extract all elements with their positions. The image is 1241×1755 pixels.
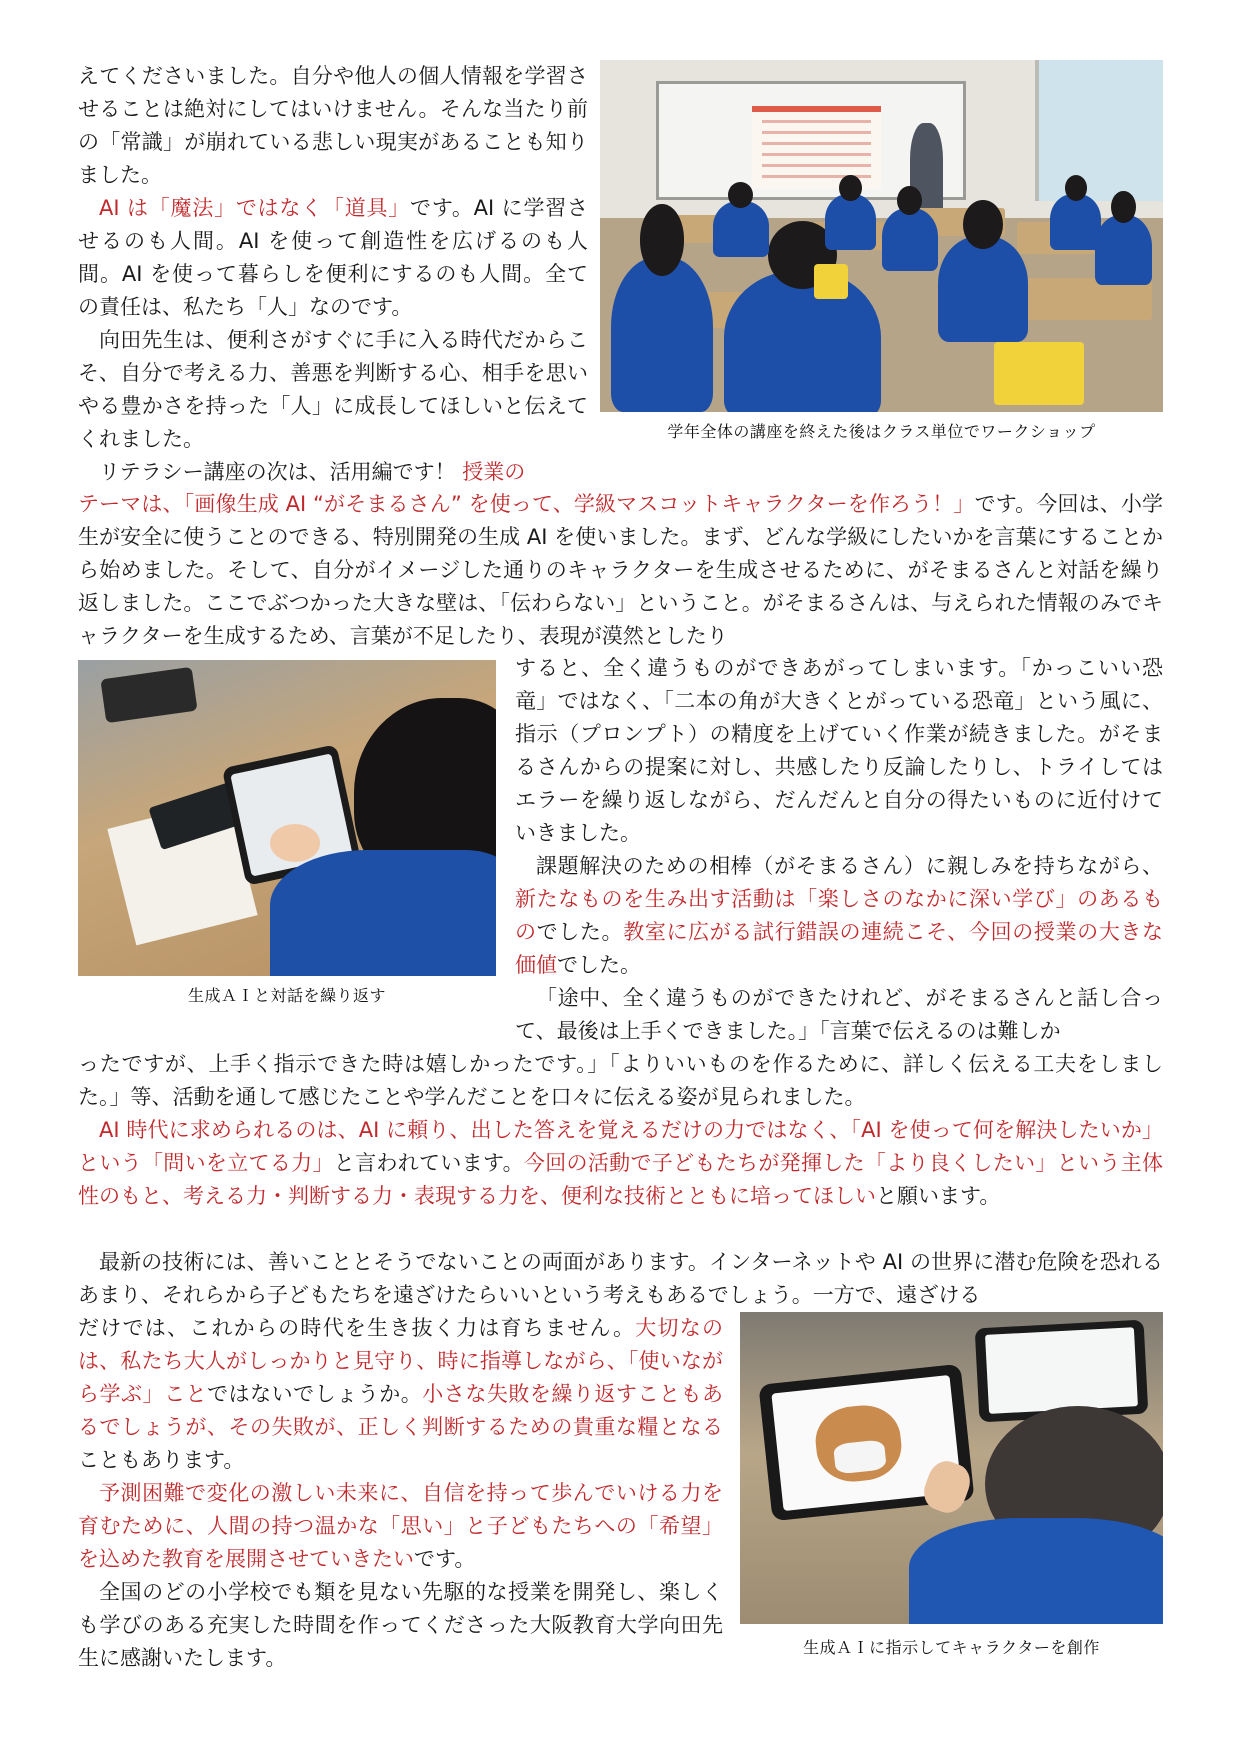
paragraph-10 [78, 1576, 723, 1675]
classroom-workshop-photo [600, 60, 1163, 412]
photo-3-caption: 生成ＡＩに指示してキャラクターを創作 [803, 1638, 1100, 1657]
emphasis-text: 大切なのは、私たち大人がしっかりと見守り、時に指導しながら、「使いながら学ぶ」こと [78, 1316, 724, 1406]
body-text: 課題解決のための相棒（がそまるさん）に親しみを持ちながら、 [536, 854, 1163, 878]
emphasis-text: 新たなものを生み出す活動は「楽しさのなかに深い学び」のあるもの [515, 887, 1163, 944]
paragraph-3 [78, 324, 588, 456]
body-text: と願います。 [876, 1184, 1001, 1208]
paragraph-6-continued [78, 1048, 1163, 1114]
emphasis-text: 予測困難で変化の激しい未来に、自信を持って歩んでいける力を育むために、人間の持つ温かな「思い」と子どもたちへの「希望」を込めた教育を展開させていきたい [78, 1481, 723, 1571]
emphasis-text: 小さな失敗を繰り返すこともあるでしょうが、その失敗が、正しく判断するための貴重な糧となる [78, 1382, 724, 1439]
body-text: 向田先生は、便利さがすぐに手に入る時代だからこそ、自分で考える力、善悪を判断する心、相手を思いやる豊かさを持った「人」に成長してほしいと伝えてくれました。 [78, 328, 588, 451]
body-text: だけでは、これからの時代を生き抜く力は育ちません。 [78, 1316, 636, 1340]
paragraph-4-lead [78, 456, 588, 489]
emphasis-text: 授業の [462, 460, 526, 484]
body-text: です。今回は、小学生が安全に使うことのできる、特別開発の生成 AI を使いました。まず、どんな学級にしたいかを言葉にすることから始めました。そして、自分がイメージした通りのキャラクターを生成させるために、がそまるさんと対話を繰り返しました。ここでぶつかった大きな壁は、「伝わらない」ということ。がそまるさんは、与えられた情報のみでキャラクターを生成するため、言葉が不足したり、表現が漠然としたり [78, 492, 1163, 648]
paragraph-5 [515, 850, 1163, 982]
body-text: えてくださいました。自分や他人の個人情報を学習させることは絶対にしてはいけません。そんな当たり前の「常識」が崩れている悲しい現実があることも知りました。 [78, 64, 588, 187]
paragraph-8-continued [78, 1312, 723, 1477]
body-text: こともあります。 [78, 1448, 245, 1472]
paragraph-4-continued [515, 652, 1163, 850]
emphasis-text: 教室に広がる試行錯誤の連続こそ、今回の授業の大きな価値 [515, 920, 1164, 977]
body-text: リテラシー講座の次は、活用編です！ [99, 460, 463, 484]
emphasis-text: 今回の活動で子どもたちが発揮した「より良くしたい」という主体性のもと、考える力・判断する力・表現する力を、便利な技術とともに培ってほしい [78, 1151, 1163, 1208]
body-text: すると、全く違うものができあがってしまいます。「かっこいい恐竜」ではなく、「二本の角が大きくとがっている恐竜」という風に、指示（プロンプト）の精度を上げていく作業が続きました。がそまるさんからの提案に対し、共感したり反論したりし、トライしてはエラーを繰り返しながら、だんだんと自分の得たいものに近付けていきました。 [515, 656, 1163, 845]
photo-1-caption: 学年全体の講座を終えた後はクラス単位でワークショップ [667, 422, 1096, 441]
body-text: でした。 [557, 953, 641, 977]
tablet-dialogue-photo [78, 660, 496, 976]
paragraph-7 [78, 1114, 1163, 1213]
body-text: ではないでしょうか。 [207, 1382, 423, 1406]
character-creation-photo [740, 1312, 1163, 1624]
body-text: です。 [414, 1547, 476, 1571]
emphasis-text: AI 時代に求められるのは、AI に頼り、出した答えを覚えるだけの力ではなく、「AI を使って何を解決したいか」という「問いを立てる力」 [78, 1118, 1163, 1175]
body-text: 全国のどの小学校でも類を見ない先駆的な授業を開発し、楽しくも学びのある充実した時間を作ってくださった大阪教育大学向田先生に感謝いたします。 [78, 1580, 723, 1670]
paragraph-2 [78, 192, 588, 324]
paragraph-8-lead [78, 1246, 1163, 1312]
body-text: です。AI に学習させるのも人間。AI を使って創造性を広げるのも人間。AI を使って暮らしを便利にするのも人間。全ての責任は、私たち「人」なのです。 [78, 196, 589, 319]
emphasis-text: AI は「魔法」ではなく「道具」 [99, 196, 411, 220]
paragraph-9 [78, 1477, 723, 1576]
body-text: 「途中、全く違うものができたけれど、がそまるさんと話し合って、最後は上手くできました。」「言葉で伝えるのは難しか [515, 986, 1163, 1043]
paragraph-6-lead [515, 982, 1163, 1048]
body-text: ったですが、上手く指示できた時は嬉しかったです。」「よりいいものを作るために、詳しく伝える工夫をしました。」等、活動を通して感じたことや学んだことを口々に伝える姿が見られました。 [78, 1052, 1163, 1109]
paragraph-4-theme [78, 488, 1163, 653]
body-text: でした。 [536, 920, 624, 944]
paragraph-1 [78, 60, 588, 192]
body-text: 最新の技術には、善いこととそうでないことの両面があります。インターネットや AI の世界に潜む危険を恐れるあまり、それらから子どもたちを遠ざけたらいいという考えもあるでしょう。一方で、遠ざける [78, 1250, 1163, 1307]
photo-2-caption: 生成ＡＩと対話を繰り返す [187, 986, 386, 1005]
body-text: と言われています。 [333, 1151, 524, 1175]
emphasis-text: テーマは、「画像生成 AI “がそまるさん” を使って、学級マスコットキャラクターを作ろう！」 [78, 492, 975, 516]
